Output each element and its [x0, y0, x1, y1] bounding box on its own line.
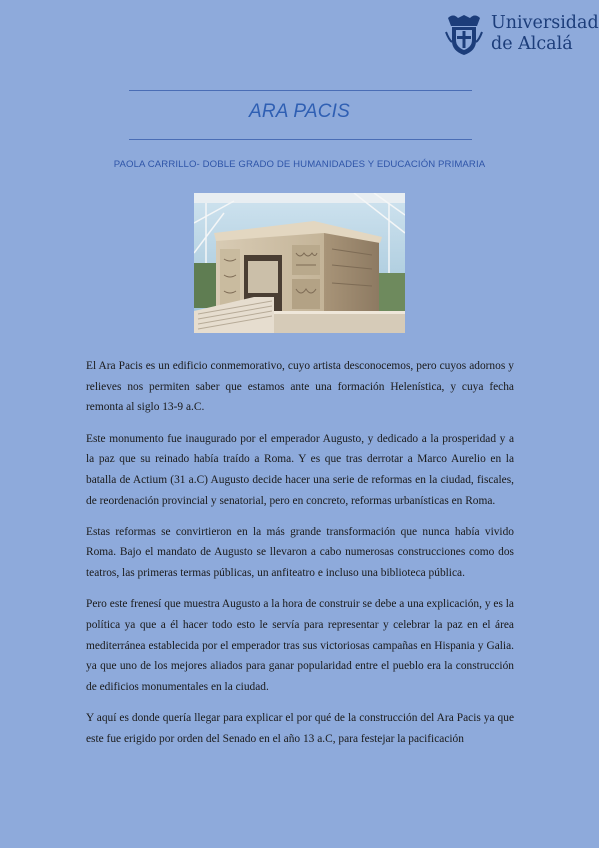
title-top-rule	[129, 90, 472, 91]
paragraph: Pero este frenesí que muestra Augusto a la hora de construir se debe a una explicación, y es la política ya que a él hacer todo esto le servía para representar y celebrar la paz en el área mediterránea establecida por el emperador tras sus victoriosas campañas en Hispania y Galia. ya que uno de los mejores aliados para ganar popularidad entre el pueblo era la construcción de edificios monumentales en la ciudad.	[86, 598, 514, 694]
paragraph: Y aquí es donde quería llegar para explicar el por qué de la construcción del Ara Pacis ya que este fue erigido por orden del Senado en el año 13 a.C, para festejar la pacificación	[86, 712, 514, 745]
logo-line-1: Universidad	[491, 13, 599, 33]
page-title: ARA PACIS	[248, 101, 351, 122]
author-subtitle: PAOLA CARRILLO- DOBLE GRADO DE HUMANIDADES Y EDUCACIÓN PRIMARIA	[113, 159, 486, 170]
paragraph: El Ara Pacis es un edificio conmemorativo, cuyo artista desconocemos, pero cuyos adornos y relieves nos permiten saber que estamos ante una formación Helenística, y cuya fecha remonta al siglo 13-9 a.C.	[86, 360, 514, 414]
logo-line-2: de Alcalá	[491, 34, 573, 54]
document-body	[86, 356, 514, 760]
title-bottom-rule	[129, 139, 472, 140]
ara-pacis-monument-photo	[194, 193, 405, 333]
university-name	[491, 13, 599, 55]
paragraph: Este monumento fue inaugurado por el emperador Augusto, y dedicado a la prosperidad y a la paz que su reinado había traído a Roma. Y es que tras derrotar a Marco Aurelio en la batalla de Actium (31 a.C) Augusto decide hacer una serie de reformas en la ciudad, fiscales, de reordenación provincial y senatorial, pero en concreto, reformas urbanísticas en Roma.	[86, 432, 514, 507]
university-crest-icon	[444, 12, 484, 56]
paragraph: Estas reformas se convirtieron en la más grande transformación que nunca había vivido Roma. Bajo el mandato de Augusto se llevaron a cabo numerosas construcciones como dos teatros, las primeras termas públicas, un anfiteatro e incluso una biblioteca pública.	[86, 525, 514, 580]
university-logo	[444, 12, 599, 58]
